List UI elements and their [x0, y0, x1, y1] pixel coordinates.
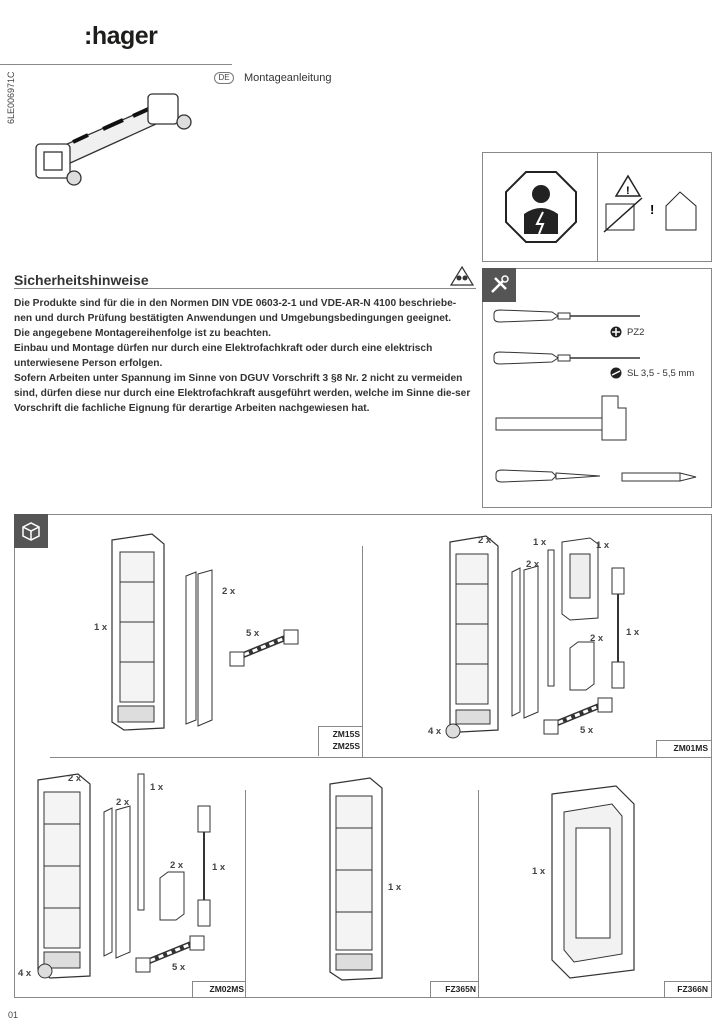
contents-divider-v3	[478, 790, 479, 998]
wrench-screwdriver-icon	[489, 275, 509, 295]
pz-label: PZ2	[627, 327, 645, 338]
zm02ms-plug-qty: 4 x	[18, 968, 32, 979]
tools-icon-tab	[482, 268, 516, 302]
safety-paragraph: Die angegebene Montagereihenfolge ist zu beachten.	[14, 328, 271, 339]
package-box-icon	[21, 521, 41, 541]
zm02ms-rail-qty: 2 x	[116, 797, 130, 808]
slotted-tip-icon	[610, 367, 622, 379]
zm01ms-frame-illustration	[446, 534, 502, 734]
model-name: ZM15S	[332, 729, 360, 739]
fz365n-model-label: FZ365N	[445, 984, 476, 994]
zm01ms-strip-qty: 1 x	[533, 537, 547, 548]
fz365n-model-frame	[430, 981, 478, 998]
safety-rule	[14, 288, 476, 289]
zm15s-model-frame	[318, 726, 362, 756]
no-diy-warning-icon	[600, 170, 710, 240]
zm02ms-frame-qty: 2 x	[68, 773, 82, 784]
fz366n-model-label: FZ366N	[677, 984, 708, 994]
zm01ms-cable-illustration	[608, 566, 628, 690]
model-name: ZM25S	[332, 741, 360, 751]
zm01ms-frame-qty: 2 x	[478, 535, 492, 546]
zm02ms-model-frame	[192, 981, 246, 998]
zm02ms-rail-illustration	[98, 806, 138, 960]
zm15s-connector-qty: 5 x	[246, 628, 260, 639]
hammer-icon	[494, 392, 634, 442]
zm01ms-connector-illustration	[542, 696, 616, 736]
sl-label: SL 3,5 - 5,5 mm	[627, 368, 695, 379]
fz365n-frame-qty: 1 x	[388, 882, 402, 893]
page-number: 01	[8, 1010, 19, 1020]
safety-heading: Sicherheitshinweise	[14, 272, 149, 288]
zm01ms-plug-qty: 4 x	[428, 726, 442, 737]
zm02ms-block-qty: 2 x	[170, 860, 184, 871]
zm15s-rail-qty: 2 x	[222, 586, 236, 597]
zm01ms-cable-qty: 1 x	[626, 627, 640, 638]
language-badge: DE	[214, 72, 234, 84]
zm02ms-frame-illustration	[34, 772, 94, 980]
zm01ms-module-qty: 1 x	[596, 540, 610, 551]
zm02ms-plug-illustration	[36, 962, 54, 980]
document-subtitle: Montageanleitung	[244, 72, 332, 84]
zm01ms-strip-illustration	[546, 548, 556, 688]
safety-paragraph: Die Produkte sind für die in den Normen DIN VDE 0603-2-1 und VDE-AR-N 4100 beschriebe-nen und durch Prüfung bestätigten Anwendungen und Umgebungsbedingungen geeignet.	[14, 298, 457, 324]
fz365n-frame-illustration	[326, 776, 386, 982]
zm02ms-strip-qty: 1 x	[150, 782, 164, 793]
safety-text	[14, 296, 474, 416]
zm01ms-connector-qty: 5 x	[580, 725, 594, 736]
package-icon-tab	[14, 514, 48, 548]
zm15s-frame-qty: 1 x	[94, 622, 108, 633]
zm01ms-model-label: ZM01MS	[673, 743, 708, 753]
zm15s-frame-illustration	[108, 532, 168, 732]
document-code: 6LE006971C	[6, 71, 16, 124]
zm01ms-plug-illustration	[444, 722, 462, 740]
zm01ms-model-frame	[656, 740, 712, 758]
svg-text:!: !	[650, 202, 655, 217]
utility-knife-icon	[494, 466, 604, 486]
zm15s-rail-illustration	[178, 570, 218, 730]
safety-persons-icon	[450, 266, 474, 286]
box-divider	[597, 152, 598, 262]
zm01ms-rail-illustration	[506, 566, 546, 720]
zm02ms-strip-illustration	[136, 772, 146, 912]
connector-bracket-illustration	[28, 88, 198, 198]
zm02ms-connector-illustration	[134, 934, 208, 974]
safety-paragraph: Einbau und Montage dürfen nur durch eine Elektrofachkraft oder durch eine elektrisch unterwiesene Person erfolgen.	[14, 343, 433, 369]
contents-divider-v2	[245, 790, 246, 998]
zm02ms-cable-qty: 1 x	[212, 862, 226, 873]
pz-cross-icon	[610, 326, 622, 338]
fz366n-box-qty: 1 x	[532, 866, 546, 877]
hager-logo: :hager	[84, 22, 158, 50]
zm02ms-block-illustration	[156, 870, 188, 922]
header-divider	[0, 64, 232, 65]
contents-divider-h	[50, 757, 712, 758]
zm02ms-cable-illustration	[194, 804, 214, 928]
fz366n-model-frame	[664, 981, 712, 998]
zm01ms-rail-qty: 2 x	[526, 559, 540, 570]
fz366n-box-illustration	[546, 784, 638, 980]
electrician-icon	[506, 172, 576, 242]
zm01ms-block-illustration	[566, 640, 598, 692]
zm02ms-connector-qty: 5 x	[172, 962, 186, 973]
zm01ms-block-qty: 2 x	[590, 633, 604, 644]
svg-text:!: !	[626, 185, 630, 197]
zm02ms-model-label: ZM02MS	[209, 984, 244, 994]
contents-divider-v1	[362, 546, 363, 758]
zm01ms-module-illustration	[560, 536, 600, 622]
marker-pen-icon	[620, 470, 700, 484]
safety-paragraph: Sofern Arbeiten unter Spannung im Sinne von DGUV Vorschrift 3 §8 Nr. 2 nicht zu vermeiden sind, dürfen diese nur durch eine Elektrofachkraft ausgeführt werden, welche im Sinne die-ser Vorschrift die fachliche Eignung für derartige Arbeiten nachgewiesen hat.	[14, 373, 471, 414]
zm15s-connector-illustration	[228, 628, 302, 668]
